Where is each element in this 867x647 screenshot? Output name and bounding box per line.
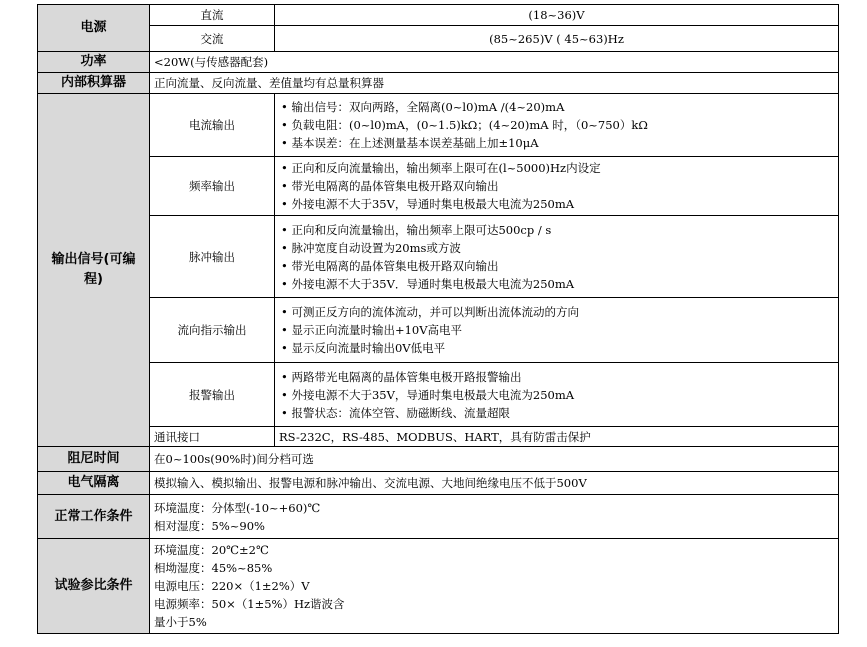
isolation-label: 电气隔离 — [38, 472, 150, 495]
row-dc — [38, 5, 839, 26]
direction-output-line: • 显示正向流量时输出+10V高电平 — [281, 321, 832, 339]
row-direction-output — [38, 298, 839, 363]
row-working-conditions — [38, 495, 839, 539]
power-label: 功率 — [38, 52, 150, 73]
ac-value: (85~265)V ( 45~63)Hz — [275, 26, 839, 52]
ac-label: 交流 — [150, 26, 275, 52]
frequency-output-label: 频率输出 — [150, 157, 275, 216]
comm-value: RS-232C，RS-485、MODBUS、HART，具有防雷击保护 — [275, 427, 839, 447]
comm-label: 通讯接口 — [150, 427, 275, 447]
output-label: 输出信号(可编程) — [38, 94, 150, 447]
current-output-line: • 基本误差：在上述测量基本误差基础上加±10μA — [281, 134, 832, 152]
frequency-output-details — [275, 157, 839, 216]
alarm-output-line: • 报警状态：流体空管、励磁断线、流量超限 — [281, 404, 832, 422]
row-isolation — [38, 472, 839, 495]
dc-label: 直流 — [150, 5, 275, 26]
working-conditions-label: 正常工作条件 — [38, 495, 150, 539]
row-pulse-output — [38, 216, 839, 298]
direction-output-details — [275, 298, 839, 363]
working-conditions-line: 相对湿度：5%~90% — [154, 518, 265, 533]
totalizer-value: 正向流量、反向流量、差值量均有总量积算器 — [150, 73, 839, 94]
row-frequency-output — [38, 157, 839, 216]
pulse-output-line: • 正向和反向流量输出，输出频率上限可达500cp / s — [281, 221, 832, 239]
frequency-output-line: • 带光电隔离的晶体管集电极开路双向输出 — [281, 177, 832, 195]
frequency-output-line: • 外接电源不大于35V，导通时集电极最大电流为250mA — [281, 195, 832, 213]
current-output-line: • 输出信号：双向两路，全隔离(0~l0)mA /(4~20)mA — [281, 98, 832, 116]
frequency-output-line: • 正向和反向流量输出，输出频率上限可在(l~5000)Hz内设定 — [281, 159, 832, 177]
totalizer-label: 内部积算器 — [38, 73, 150, 94]
pulse-output-line: • 带光电隔离的晶体管集电极开路双向输出 — [281, 257, 832, 275]
row-damping — [38, 447, 839, 472]
pulse-output-details — [275, 216, 839, 298]
row-current-output — [38, 94, 839, 157]
row-power — [38, 52, 839, 73]
row-comm — [38, 427, 839, 447]
test-conditions-label: 试验参比条件 — [38, 539, 150, 634]
test-conditions-details — [150, 539, 839, 634]
row-totalizer — [38, 73, 839, 94]
row-test-conditions — [38, 539, 839, 634]
test-conditions-line: 电源电压：220×（1±2%）V — [154, 579, 310, 593]
alarm-output-label: 报警输出 — [150, 363, 275, 427]
direction-output-line: • 显示反向流量时输出0V低电平 — [281, 339, 832, 357]
direction-output-label: 流向指示输出 — [150, 298, 275, 363]
dc-value: (18~36)V — [275, 5, 839, 26]
row-alarm-output — [38, 363, 839, 427]
current-output-line: • 负载电阻：(0~l0)mA，(0~1.5)kΩ；(4~20)mA 时，（0~750）kΩ — [281, 116, 832, 134]
direction-output-line: • 可测正反方向的流体流动，并可以判断出流体流动的方向 — [281, 303, 832, 321]
working-conditions-line: 环境温度：分体型(-10~+60)℃ — [154, 500, 321, 515]
alarm-output-line: • 两路带光电隔离的晶体管集电极开路报警输出 — [281, 368, 832, 386]
pulse-output-line: • 脉冲宽度自动设置为20ms或方波 — [281, 239, 832, 257]
isolation-value: 模拟输入、模拟输出、报警电源和脉冲输出、交流电源、大地间绝缘电压不低于500V — [150, 472, 839, 495]
damping-value: 在0~100s(90%时)间分档可选 — [150, 447, 839, 472]
working-conditions-details — [150, 495, 839, 539]
test-conditions-line: 量小于5% — [154, 615, 207, 629]
test-conditions-line: 环境温度：20℃±2℃ — [154, 543, 269, 557]
current-output-details — [275, 94, 839, 157]
spec-table — [37, 4, 839, 634]
alarm-output-details — [275, 363, 839, 427]
row-ac — [38, 26, 839, 52]
damping-label: 阻尼时间 — [38, 447, 150, 472]
pulse-output-label: 脉冲输出 — [150, 216, 275, 298]
test-conditions-line: 电源频率：50×（1±5%）Hz谐波含 — [154, 597, 345, 611]
pulse-output-line: • 外接电源不大于35V．导通时集电极最大电流为250mA — [281, 275, 832, 293]
current-output-label: 电流输出 — [150, 94, 275, 157]
test-conditions-line: 相坳湿度：45%~85% — [154, 561, 273, 575]
alarm-output-line: • 外接电源不大于35V，导通时集电极最大电流为250mA — [281, 386, 832, 404]
power-value: <20W(与传感器配套) — [150, 52, 839, 73]
power-source-label: 电源 — [38, 5, 150, 52]
